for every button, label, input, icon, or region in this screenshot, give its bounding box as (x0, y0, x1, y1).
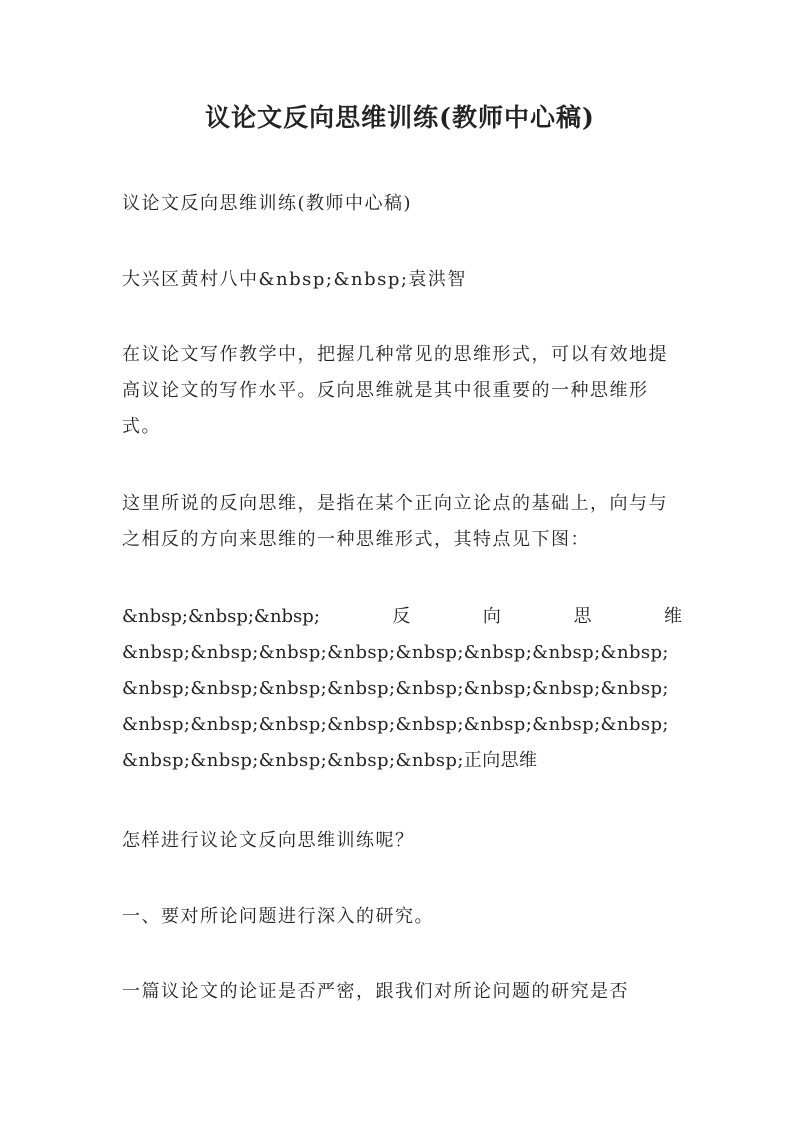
intro-paragraph: 在议论文写作教学中，把握几种常见的思维形式，可以有效地提高议论文的写作水平。反向思维就是其中很重要的一种思维形式。 (122, 344, 668, 437)
diagram-prefix: &nbsp;&nbsp;&nbsp; (122, 606, 320, 627)
section-1-heading: 一、要对所论问题进行深入的研究。 (122, 906, 434, 927)
question-paragraph: 怎样进行议论文反向思维训练呢？ (122, 830, 415, 851)
subtitle-paragraph: 议论文反向思维训练(教师中心稿) (122, 193, 413, 214)
definition-paragraph: 这里所说的反向思维，是指在某个正向立论点的基础上，向与与之相反的方向来思维的一种思维形式，其特点见下图： (122, 493, 668, 550)
diagram-char-3: 思 (573, 606, 592, 627)
author-line: 大兴区黄村八中&nbsp;&nbsp;袁洪智 (122, 269, 467, 290)
document-title: 议论文反向思维训练(教师中心稿) (205, 103, 595, 132)
diagram-char-1: 反 (392, 606, 411, 627)
diagram-char-2: 向 (482, 606, 501, 627)
diagram-char-4: 维 (663, 606, 682, 627)
diagram-rest-paragraph: &nbsp;&nbsp;&nbsp;&nbsp;&nbsp;&nbsp;&nbsp;&nbsp;&nbsp;&nbsp;&nbsp;&nbsp;&nbsp;&nbsp;&nbsp;&nbsp;&nbsp;&nbsp;&nbsp;&nbsp;&nbsp;&nbsp;&nbsp;&nbsp;&nbsp;&nbsp;&nbsp;&nbsp;&nbsp;正向思维 (122, 642, 669, 771)
diagram-line-reverse-thinking (122, 599, 682, 635)
section-1-paragraph: 一篇议论文的论证是否严密，跟我们对所论问题的研究是否 (122, 981, 629, 1002)
